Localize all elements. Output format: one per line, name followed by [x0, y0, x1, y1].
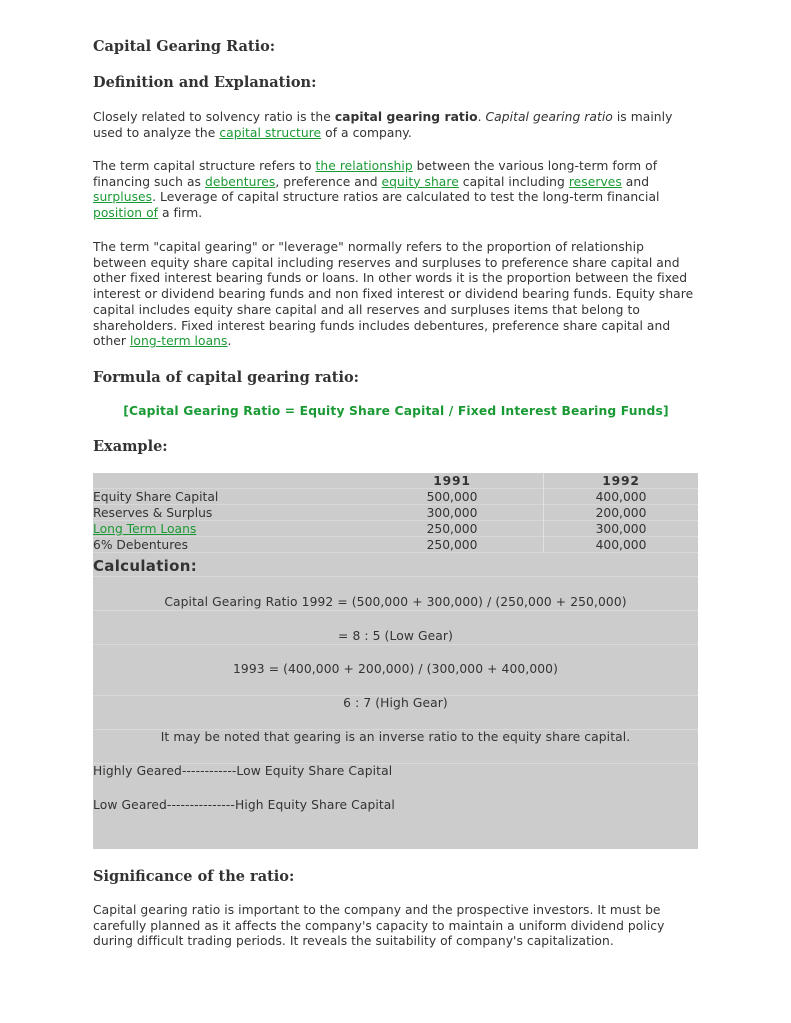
table-row — [93, 537, 698, 553]
calc-line-1992: Capital Gearing Ratio 1992 = (500,000 + 300,000) / (250,000 + 250,000) — [164, 595, 627, 609]
relationship-link[interactable]: the relationship — [315, 159, 413, 173]
value-1991: 250,000 — [361, 537, 544, 553]
reserves-link[interactable]: reserves — [568, 174, 622, 189]
bold-term: capital gearing ratio — [334, 110, 478, 124]
text-span: between the various long-term form of financing such as — [93, 159, 658, 189]
row-label: Equity Share Capital — [93, 490, 219, 504]
value-1992: 200,000 — [595, 506, 647, 520]
position-of-link[interactable]: position of — [93, 206, 159, 221]
table-row — [93, 489, 698, 505]
table-header-row — [93, 473, 698, 489]
low-geared-line: Low Geared---------------High Equity Share Capital — [93, 798, 395, 812]
example-table — [93, 473, 698, 849]
header-1991: 1991 — [361, 473, 544, 489]
significance-paragraph: Capital gearing ratio is important to the company and the prospective investors. It must be carefully planned as it affects the company's capacity to maintain a uniform dividend policy during difficult trading periods. It reveals the suitability of company's capitalization. — [93, 903, 665, 949]
calculation-title: Calculation: — [93, 557, 198, 575]
text-span: is mainly used to analyze the — [93, 110, 673, 140]
text-span: . — [227, 334, 232, 349]
formula-heading: Formula of capital gearing ratio: — [93, 369, 360, 386]
text-span: The term capital structure refers to — [93, 159, 316, 173]
page-title: Capital Gearing Ratio: — [93, 38, 276, 55]
value-1992: 400,000 — [595, 538, 647, 552]
table-row — [93, 521, 698, 537]
value-1991: 500,000 — [361, 489, 544, 505]
intro-paragraph — [93, 110, 701, 141]
capital-structure-paragraph — [93, 159, 701, 222]
table-row — [93, 505, 698, 521]
long-term-loans-link[interactable]: long-term loans — [129, 334, 228, 349]
text-span: of a company. — [321, 125, 412, 140]
definition-heading: Definition and Explanation: — [93, 74, 317, 91]
row-label: 6% Debentures — [93, 538, 188, 552]
significance-heading: Significance of the ratio: — [93, 868, 295, 885]
text-span: and — [621, 174, 650, 189]
long-term-loans-row-link[interactable]: Long Term Loans — [93, 522, 197, 536]
highly-geared-line: Highly Geared------------Low Equity Share Capital — [93, 764, 393, 778]
gearing-note: It may be noted that gearing is an inverse ratio to the equity share capital. — [160, 730, 631, 744]
value-1991: 250,000 — [361, 521, 544, 537]
text-span: capital including — [458, 174, 569, 189]
debentures-link[interactable]: debentures — [204, 174, 276, 189]
text-span: , preference and — [275, 174, 382, 189]
equity-share-link[interactable]: equity share — [381, 174, 459, 189]
example-heading: Example: — [93, 438, 168, 455]
calc-line-1993: 1993 = (400,000 + 200,000) / (300,000 + 400,000) — [232, 662, 558, 676]
capital-gearing-paragraph — [93, 240, 701, 350]
text-span: Closely related to solvency ratio is the — [93, 110, 335, 124]
calc-result-1992: = 8 : 5 (Low Gear) — [338, 629, 453, 643]
formula-text: [Capital Gearing Ratio = Equity Share Capital / Fixed Interest Bearing Funds] — [123, 404, 669, 418]
text-span: a firm. — [158, 206, 203, 221]
row-label: Reserves & Surplus — [93, 506, 213, 520]
header-1992: 1992 — [602, 474, 640, 488]
capital-structure-link[interactable]: capital structure — [219, 125, 322, 140]
calc-result-1993: 6 : 7 (High Gear) — [343, 696, 448, 710]
text-span: The term "capital gearing" or "leverage" normally refers to the proportion of relationship between equity share capital including reserves and surpluses to preference share capital and other fixed interest bearing funds or loans. In other words it is the proportion between the fixed interest or dividend bearing funds and non fixed interest or dividend bearing funds. Equity share capital includes equity share capital and all reserves and surpluses items that belong to shareholders. Fixed interest bearing funds includes debentures, preference share capital and other — [93, 240, 694, 349]
value-1992: 300,000 — [595, 522, 647, 536]
value-1992: 400,000 — [595, 490, 647, 504]
surpluses-link[interactable]: surpluses — [93, 190, 153, 205]
value-1991: 300,000 — [361, 505, 544, 521]
text-span: . Leverage of capital structure ratios are calculated to test the long-term financial — [152, 190, 660, 205]
italic-term: Capital gearing ratio — [485, 110, 613, 124]
text-span: . — [477, 110, 486, 124]
